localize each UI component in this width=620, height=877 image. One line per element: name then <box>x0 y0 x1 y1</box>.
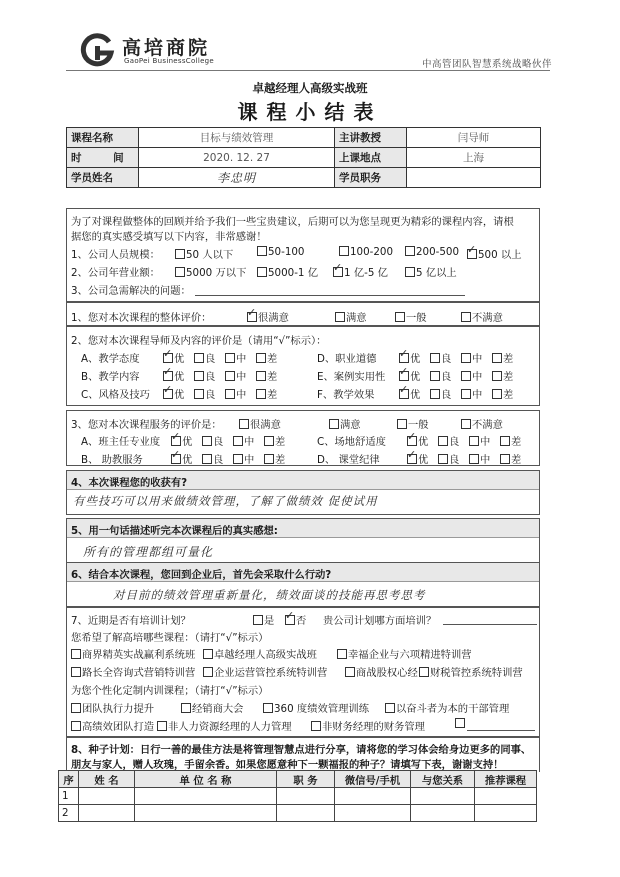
overall-opt-1-checkbox[interactable] <box>335 312 345 322</box>
training-no-checkbox[interactable] <box>285 615 295 625</box>
service-item-3-label: D、 课堂纪律 <box>317 454 380 466</box>
course-opt-0-label: 商界精英实战赢利系统班 <box>82 649 196 661</box>
training-yes-checkbox[interactable] <box>253 615 263 625</box>
content-item-1-opt-3-label: 差 <box>267 371 278 383</box>
content-item-2-opt-3-label: 差 <box>267 389 278 401</box>
service-item-2-opt-0-label: 优 <box>418 436 429 448</box>
service-item-3-opt-0-label: 优 <box>418 454 429 466</box>
urgent-problem-input[interactable] <box>195 295 465 296</box>
service-item-3-opt-1-checkbox[interactable] <box>438 454 448 464</box>
student-name-label: 学员姓名 <box>67 168 139 188</box>
service-eval-label: 3、您对本次课程服务的评价是： <box>71 419 222 431</box>
custom-opt-0-checkbox[interactable] <box>71 703 81 713</box>
content-item-3-opt-1-checkbox[interactable] <box>430 353 440 363</box>
content-item-1-label: B、教学内容 <box>81 371 140 383</box>
service-opt-0-label: 很满意 <box>250 419 281 431</box>
company-size-question <box>71 246 160 261</box>
custom-opt-3-label: 以奋斗者为本的干部管理 <box>396 703 510 715</box>
content-item-2-opt-2-checkbox[interactable] <box>225 389 235 399</box>
time-label: 时 间 <box>67 148 139 168</box>
form-title: 课程小结表 <box>237 100 383 124</box>
custom-opt-0-label: 团队执行力提升 <box>82 703 155 715</box>
company-size-options <box>175 246 233 261</box>
service-item-3-opt-1-label: 良 <box>449 454 460 466</box>
size-opt-2-checkbox[interactable] <box>339 246 349 256</box>
custom-opt-3-checkbox[interactable] <box>385 703 395 713</box>
content-item-2-opt-2-label: 中 <box>236 389 247 401</box>
content-item-3-opt-0-checkbox[interactable] <box>399 353 409 363</box>
lecturer-label: 主讲教授 <box>335 128 407 148</box>
student-signature: 李忠明 <box>216 171 256 185</box>
content-item-4-opt-3-label: 差 <box>503 371 514 383</box>
revenue-opt-0-label: 5000 万以下 <box>186 267 247 279</box>
content-item-5-opt-0-label: 优 <box>410 389 421 401</box>
size-opt-3-checkbox[interactable] <box>405 246 415 256</box>
content-item-0-opt-3-checkbox[interactable] <box>256 353 266 363</box>
content-item-1-opt-2-checkbox[interactable] <box>225 371 235 381</box>
size-opt-2-label: 100-200 <box>350 246 394 258</box>
custom-opt-2-checkbox[interactable] <box>263 703 273 713</box>
training-plan-section <box>66 607 540 737</box>
content-item-4-opt-1-label: 良 <box>441 371 452 383</box>
content-item-2-opt-0-checkbox[interactable] <box>163 389 173 399</box>
course-name-label: 课程名称 <box>67 128 139 148</box>
service-item-3-opt-0-checkbox[interactable] <box>407 454 417 464</box>
service-item-0-label: A、班主任专业度 <box>81 436 161 448</box>
ref-col-course: 推荐课程 <box>475 771 537 788</box>
content-item-3-opt-2-label: 中 <box>472 353 483 365</box>
overall-eval-section <box>66 302 540 326</box>
ref-col-relation: 与您关系 <box>411 771 475 788</box>
size-opt-1-checkbox[interactable] <box>257 246 267 256</box>
ref-cell[interactable] <box>135 788 277 805</box>
service-item-3-opt-2-label: 中 <box>480 454 491 466</box>
service-opt-0-checkbox[interactable] <box>239 419 249 429</box>
revenue-opt-1-label: 5000-1 亿 <box>268 267 319 279</box>
content-item-4-opt-0-checkbox[interactable] <box>399 371 409 381</box>
overall-eval-label: 1、您对本次课程的整体评价： <box>71 312 212 324</box>
custom-opt-7-checkbox[interactable] <box>455 718 465 728</box>
intro-text-1: 为了对课程做整体的回顾并给予我们一些宝贵建议，后期可以为您呈现更为精彩的课程内容，请根 <box>71 216 514 228</box>
ref-cell[interactable] <box>411 805 475 822</box>
service-opt-2-label: 一般 <box>408 419 429 431</box>
student-name-value[interactable] <box>139 168 335 188</box>
service-item-1-opt-1-label: 良 <box>213 454 224 466</box>
content-item-1-opt-1-checkbox[interactable] <box>194 371 204 381</box>
custom-opt-4-label: 高绩效团队打造 <box>82 721 155 733</box>
ref-cell[interactable] <box>411 788 475 805</box>
slogan: 中高管团队智慧系统战略伙伴 <box>421 59 552 70</box>
ref-col-index: 序 <box>59 771 79 788</box>
seed-plan-text-2: 朋友与家人，赠人玫瑰，手留余香。如果您愿意种下一颗福报的种子？请填写下表，谢谢支持！ <box>71 759 504 771</box>
service-item-2-opt-2-label: 中 <box>480 436 491 448</box>
service-item-0-opt-3-label: 差 <box>275 436 286 448</box>
lecturer-value[interactable]: 闫导师 <box>407 128 541 148</box>
overall-opt-1-label: 满意 <box>346 312 367 324</box>
content-item-5-opt-2-checkbox[interactable] <box>461 389 471 399</box>
content-item-2-opt-3-checkbox[interactable] <box>256 389 266 399</box>
action-header <box>67 563 539 582</box>
content-item-4-opt-0-label: 优 <box>410 371 421 383</box>
size-opt-0-checkbox[interactable] <box>175 249 185 259</box>
size-opt-4-checkbox[interactable] <box>467 249 477 259</box>
intro-text-2: 据您的真实感受填写以下内容，非常感谢！ <box>71 231 267 243</box>
ref-cell[interactable] <box>135 805 277 822</box>
student-position-label: 学员职务 <box>335 168 407 188</box>
ref-cell[interactable] <box>335 805 411 822</box>
content-item-0-opt-2-label: 中 <box>236 353 247 365</box>
content-item-3-opt-3-checkbox[interactable] <box>492 353 502 363</box>
service-item-2-opt-1-label: 良 <box>449 436 460 448</box>
content-item-4-opt-1-checkbox[interactable] <box>430 371 440 381</box>
revenue-label: 2、公司年营业额： <box>71 267 160 279</box>
ref-cell[interactable] <box>335 788 411 805</box>
content-item-3-opt-3-label: 差 <box>503 353 514 365</box>
content-item-4-opt-2-label: 中 <box>472 371 483 383</box>
size-opt-0-label: 50 人以下 <box>186 249 234 261</box>
size-opt-3-label: 200-500 <box>416 246 460 258</box>
location-value[interactable]: 上海 <box>407 148 541 168</box>
training-area-label: 贵公司计划哪方面培训？ <box>323 615 437 627</box>
gains-answer[interactable]: 有些技巧可以用来做绩效管理，了解了做绩效 促使试用 <box>73 494 378 508</box>
custom-opt-2-label: 360 度绩效管理训练 <box>274 703 370 715</box>
content-item-0-opt-2-checkbox[interactable] <box>225 353 235 363</box>
content-item-0-opt-1-checkbox[interactable] <box>194 353 204 363</box>
content-item-2-opt-1-checkbox[interactable] <box>194 389 204 399</box>
training-no-label: 否 <box>296 615 307 627</box>
gains-question: 4、本次课程您的收获有? <box>71 477 188 489</box>
service-opt-1-checkbox[interactable] <box>329 419 339 429</box>
custom-opt-6-label: 非财务经理的财务管理 <box>322 721 425 733</box>
student-position-value[interactable] <box>407 168 541 188</box>
content-item-5-opt-2-label: 中 <box>472 389 483 401</box>
content-item-0-label: A、教学态度 <box>81 353 140 365</box>
content-item-5-opt-0-checkbox[interactable] <box>399 389 409 399</box>
course-opt-5-checkbox[interactable] <box>345 667 355 677</box>
seed-plan-text-1: 8、种子计划：日行一善的最佳方法是将管理智慧点进行分享，请将您的学习体会给身边更多的同事、 <box>71 744 532 756</box>
course-series: 卓越经理人高级实战班 <box>252 81 368 95</box>
custom-opt-4-checkbox[interactable] <box>71 721 81 731</box>
overall-opt-3-checkbox[interactable] <box>461 312 471 322</box>
overall-opt-2-checkbox[interactable] <box>395 312 405 322</box>
service-item-1-opt-3-label: 差 <box>275 454 286 466</box>
service-eval-section <box>66 410 540 466</box>
ref-col-position: 职 务 <box>277 771 335 788</box>
ref-cell[interactable] <box>277 805 335 822</box>
service-item-1-opt-3-checkbox[interactable] <box>264 454 274 464</box>
training-yes-label: 是 <box>264 615 275 627</box>
service-opt-2-checkbox[interactable] <box>397 419 407 429</box>
action-answer[interactable]: 对目前的绩效管理重新量化，绩效面谈的技能再思考思考 <box>113 588 426 602</box>
overall-opt-0-label: 很满意 <box>258 312 289 324</box>
action-section <box>66 562 540 607</box>
overall-opt-3-label: 不满意 <box>472 312 503 324</box>
custom-other-input[interactable] <box>467 730 535 731</box>
custom-opt-1-checkbox[interactable] <box>181 703 191 713</box>
company-size-label: 1、公司人员规模： <box>71 249 160 261</box>
revenue-opt-2-label: 1 亿-5 亿 <box>344 267 388 279</box>
custom-opt-5-checkbox[interactable] <box>157 721 167 731</box>
content-item-5-opt-1-label: 良 <box>441 389 452 401</box>
course-opt-3-label: 路长全咨询式营销特训营 <box>82 667 196 679</box>
service-item-0-opt-2-label: 中 <box>244 436 255 448</box>
custom-opt-1-label: 经销商大会 <box>192 703 244 715</box>
revenue-opt-1-checkbox[interactable] <box>257 267 267 277</box>
revenue-opt-3-checkbox[interactable] <box>405 267 415 277</box>
time-value[interactable]: 2020. 12. 27 <box>139 148 335 168</box>
overall-opt-2-label: 一般 <box>406 312 427 324</box>
course-opt-6-label: 财税管控系统特训营 <box>430 667 523 679</box>
service-item-0-opt-1-label: 良 <box>213 436 224 448</box>
content-item-0-opt-0-checkbox[interactable] <box>163 353 173 363</box>
ref-cell[interactable] <box>79 805 135 822</box>
content-item-1-opt-3-checkbox[interactable] <box>256 371 266 381</box>
service-item-3-opt-3-label: 差 <box>511 454 522 466</box>
gaopei-logo-icon <box>78 33 116 67</box>
service-opt-3-label: 不满意 <box>472 419 503 431</box>
course-info-table <box>66 127 541 188</box>
revenue-opt-3-label: 5 亿以上 <box>416 267 457 279</box>
content-item-3-opt-2-checkbox[interactable] <box>461 353 471 363</box>
course-opt-1-label: 卓越经理人高级实战班 <box>214 649 317 661</box>
service-item-2-opt-2-checkbox[interactable] <box>469 436 479 446</box>
service-item-2-opt-0-checkbox[interactable] <box>407 436 417 446</box>
urgent-problem-label: 3、公司急需解决的问题： <box>71 285 191 297</box>
content-eval-section <box>66 326 540 406</box>
service-item-2-label: C、场地舒适度 <box>317 436 386 448</box>
service-item-0-opt-1-checkbox[interactable] <box>202 436 212 446</box>
logo-subtitle: GaoPei BusinessCollege <box>124 57 215 65</box>
service-item-1-opt-2-label: 中 <box>244 454 255 466</box>
content-item-2-opt-0-label: 优 <box>174 389 185 401</box>
service-item-1-opt-2-checkbox[interactable] <box>233 454 243 464</box>
content-item-4-opt-2-checkbox[interactable] <box>461 371 471 381</box>
feeling-question: 5、用一句话描述听完本次课程后的真实感想: <box>71 525 278 537</box>
service-item-1-opt-0-label: 优 <box>182 454 193 466</box>
ref-col-contact: 微信号/手机 <box>335 771 411 788</box>
seed-plan-section <box>66 737 540 772</box>
service-item-2-opt-3-label: 差 <box>511 436 522 448</box>
ref-col-name: 姓 名 <box>79 771 135 788</box>
content-item-3-opt-0-label: 优 <box>410 353 421 365</box>
course-opt-2-checkbox[interactable] <box>337 649 347 659</box>
content-eval-label: 2、您对本次课程导师及内容的评价是（请用“√”标示）： <box>71 335 327 347</box>
feeling-section <box>66 518 540 563</box>
ref-col-company: 单 位 名 称 <box>135 771 277 788</box>
table-row <box>59 805 537 822</box>
ref-row-index: 1 <box>59 788 79 805</box>
action-question: 6、结合本次课程，您回到企业后，首先会采取什么行动? <box>71 569 332 581</box>
course-opt-0-checkbox[interactable] <box>71 649 81 659</box>
feeling-answer[interactable]: 所有的管理都组可量化 <box>83 545 214 559</box>
service-item-2-opt-3-checkbox[interactable] <box>500 436 510 446</box>
course-opt-3-checkbox[interactable] <box>71 667 81 677</box>
content-item-3-label: D、职业道德 <box>317 353 377 365</box>
header-divider <box>66 70 550 71</box>
course-opt-4-checkbox[interactable] <box>203 667 213 677</box>
content-item-1-opt-0-checkbox[interactable] <box>163 371 173 381</box>
course-opt-6-checkbox[interactable] <box>419 667 429 677</box>
content-item-1-opt-1-label: 良 <box>205 371 216 383</box>
revenue-opt-2-checkbox[interactable] <box>333 267 343 277</box>
content-item-4-opt-3-checkbox[interactable] <box>492 371 502 381</box>
service-item-0-opt-3-checkbox[interactable] <box>264 436 274 446</box>
course-opt-1-checkbox[interactable] <box>203 649 213 659</box>
service-item-0-opt-2-checkbox[interactable] <box>233 436 243 446</box>
course-opt-4-label: 企业运营管控系统特训营 <box>214 667 328 679</box>
ref-row-index: 2 <box>59 805 79 822</box>
custom-opt-5-label: 非人力资源经理的人力管理 <box>168 721 292 733</box>
service-item-0-opt-0-checkbox[interactable] <box>171 436 181 446</box>
service-item-3-opt-3-checkbox[interactable] <box>500 454 510 464</box>
service-item-1-opt-1-checkbox[interactable] <box>202 454 212 464</box>
referral-table <box>58 770 537 822</box>
content-item-5-opt-3-checkbox[interactable] <box>492 389 502 399</box>
content-item-3-opt-1-label: 良 <box>441 353 452 365</box>
course-opt-2-label: 幸福企业与六项精进特训营 <box>348 649 472 661</box>
content-item-0-opt-0-label: 优 <box>174 353 185 365</box>
gains-header <box>67 471 539 490</box>
content-item-4-label: E、案例实用性 <box>317 371 386 383</box>
custom-opt-6-checkbox[interactable] <box>311 721 321 731</box>
ref-cell[interactable] <box>475 788 537 805</box>
content-item-1-opt-2-label: 中 <box>236 371 247 383</box>
custom-training-question: 为您个性化定制内训课程；（请打“√”标示） <box>71 685 269 697</box>
service-item-0-opt-0-label: 优 <box>182 436 193 448</box>
service-item-1-opt-0-checkbox[interactable] <box>171 454 181 464</box>
service-item-3-opt-2-checkbox[interactable] <box>469 454 479 464</box>
location-label: 上课地点 <box>335 148 407 168</box>
content-item-5-opt-3-label: 差 <box>503 389 514 401</box>
courses-question: 您希望了解高培哪些课程：（请打“√”标示） <box>71 632 269 644</box>
gains-section <box>66 470 540 515</box>
service-opt-1-label: 满意 <box>340 419 361 431</box>
content-item-0-opt-1-label: 良 <box>205 353 216 365</box>
revenue-opt-0-checkbox[interactable] <box>175 267 185 277</box>
content-item-5-label: F、教学效果 <box>317 389 375 401</box>
content-item-0-opt-3-label: 差 <box>267 353 278 365</box>
table-row <box>59 788 537 805</box>
content-item-5-opt-1-checkbox[interactable] <box>430 389 440 399</box>
service-item-1-label: B、 助教服务 <box>81 454 143 466</box>
training-plan-question: 7、近期是否有培训计划？ <box>71 615 191 627</box>
feeling-header <box>67 519 539 538</box>
service-opt-3-checkbox[interactable] <box>461 419 471 429</box>
content-item-2-label: C、风格及技巧 <box>81 389 150 401</box>
training-area-input[interactable] <box>443 624 537 625</box>
content-item-2-opt-1-label: 良 <box>205 389 216 401</box>
company-info-section <box>66 208 540 302</box>
course-name-value[interactable]: 目标与绩效管理 <box>139 128 335 148</box>
content-item-1-opt-0-label: 优 <box>174 371 185 383</box>
course-opt-5-label: 商战股权心经 <box>356 667 418 679</box>
size-opt-1-label: 50-100 <box>268 246 305 258</box>
service-item-2-opt-1-checkbox[interactable] <box>438 436 448 446</box>
logo-name: 高培商院 <box>122 37 211 59</box>
ref-cell[interactable] <box>475 805 537 822</box>
ref-cell[interactable] <box>79 788 135 805</box>
overall-opt-0-checkbox[interactable] <box>247 312 257 322</box>
ref-cell[interactable] <box>277 788 335 805</box>
size-opt-4-label: 500 以上 <box>478 249 522 261</box>
